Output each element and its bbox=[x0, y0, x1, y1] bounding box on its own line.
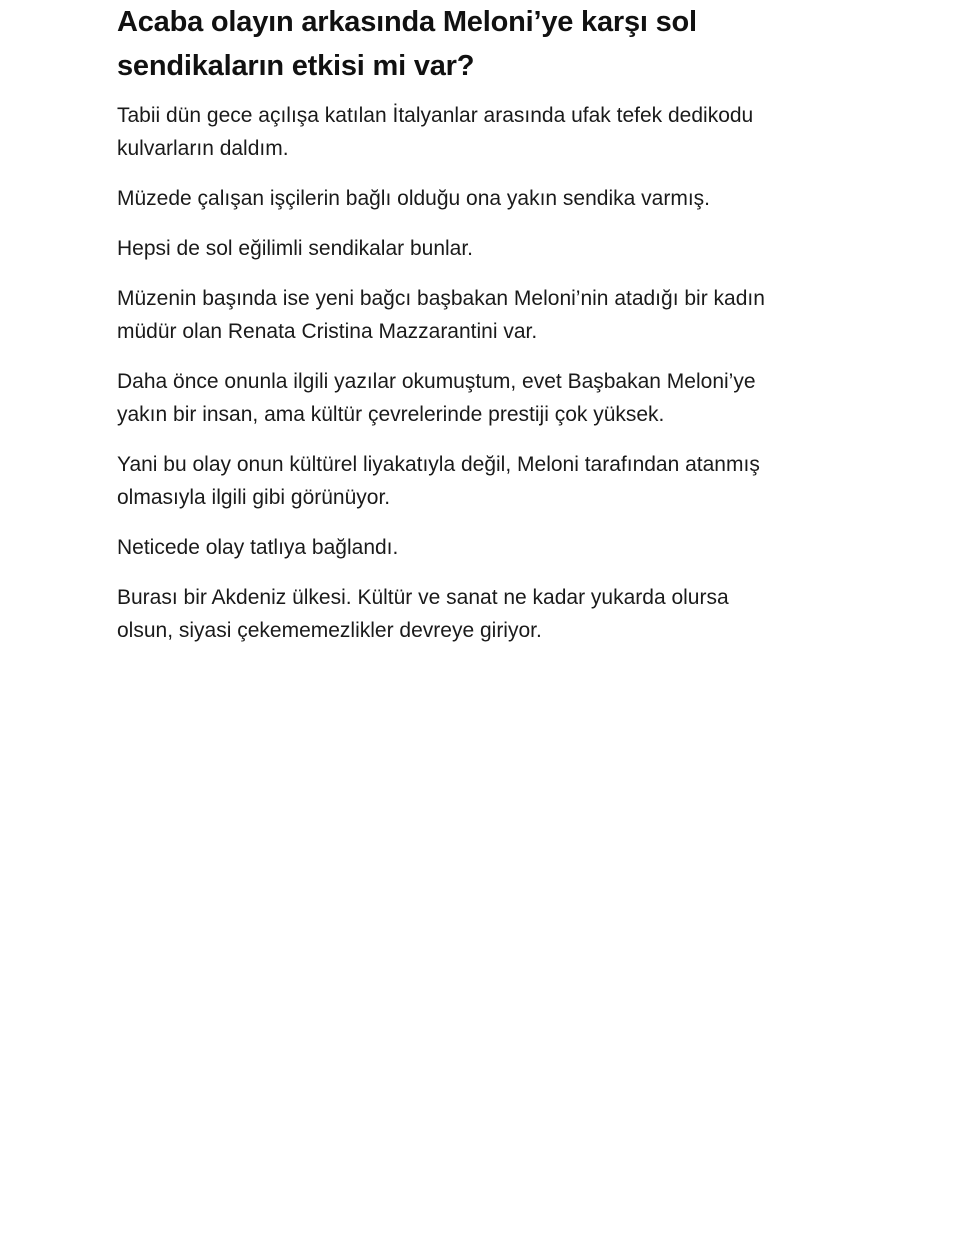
paragraph: Daha önce onunla ilgili yazılar okumuştum, evet Başbakan Meloni’ye yakın bir insan, ama kültür çevrelerinde prestiji çok yüksek. bbox=[117, 370, 756, 426]
paragraph: Müzede çalışan işçilerin bağlı olduğu ona yakın sendika varmış. bbox=[117, 187, 710, 210]
paragraph: Neticede olay tatlıya bağlandı. bbox=[117, 536, 399, 559]
paragraph: Hepsi de sol eğilimli sendikalar bunlar. bbox=[117, 237, 474, 260]
paragraph: Müzenin başında ise yeni bağcı başbakan Meloni’nin atadığı bir kadın müdür olan Renata Cristina Mazzarantini var. bbox=[117, 287, 765, 343]
paragraph: Burası bir Akdeniz ülkesi. Kültür ve sanat ne kadar yukarda olursa olsun, siyasi çekememezlikler devreye giriyor. bbox=[117, 586, 729, 642]
section-heading: Acaba olayın arkasında Meloni’ye karşı sol sendikaların etkisi mi var? bbox=[117, 6, 697, 82]
article-body bbox=[117, 0, 777, 647]
paragraph: Yani bu olay onun kültürel liyakatıyla değil, Meloni tarafından atanmış olmasıyla ilgili gibi görünüyor. bbox=[117, 453, 760, 509]
paragraph: Tabii dün gece açılışa katılan İtalyanlar arasında ufak tefek dedikodu kulvarların daldım. bbox=[117, 104, 754, 160]
